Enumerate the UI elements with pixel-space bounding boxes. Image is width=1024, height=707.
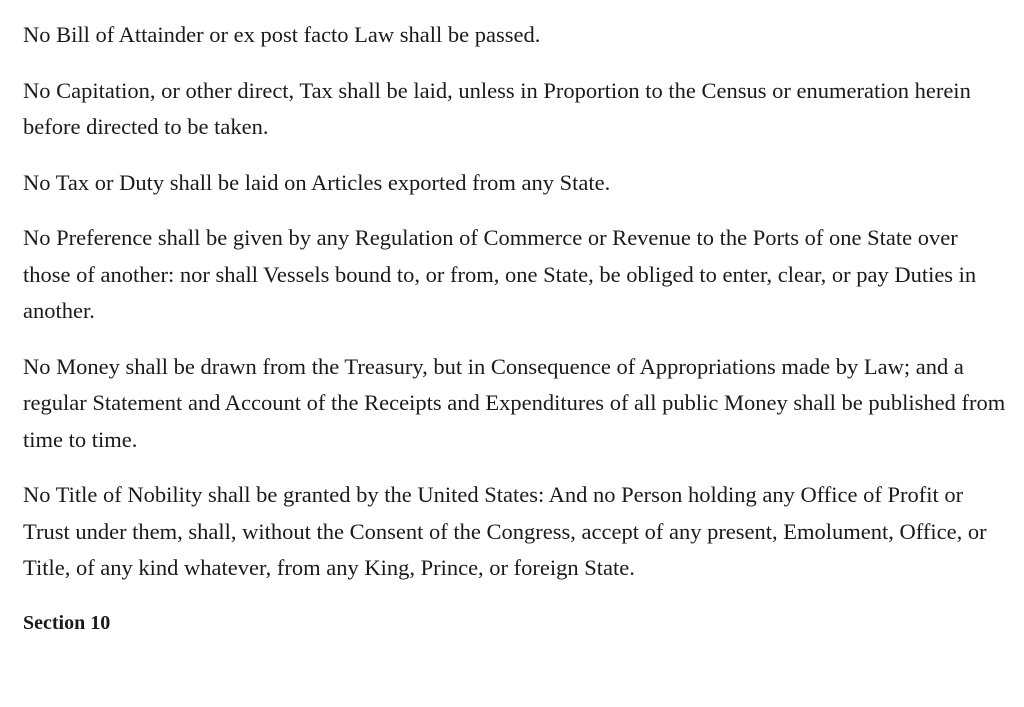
paragraph-export-duty: No Tax or Duty shall be laid on Articles exported from any State. xyxy=(23,169,611,195)
paragraph-capitation-tax: No Capitation, or other direct, Tax shall be laid, unless in Proportion to the Census or enumeration herein before directed to be taken. xyxy=(23,77,971,139)
paragraph-title-of-nobility: No Title of Nobility shall be granted by the United States: And no Person holding any Office of Profit or Trust under them, shall, without the Consent of the Congress, accept of any present, Emolument, Office, or Title, of any kind whatever, from any King, Prince, or foreign State. xyxy=(23,482,987,580)
section-heading: Section 10 xyxy=(23,611,111,634)
paragraph-commerce-preference: No Preference shall be given by any Regulation of Commerce or Revenue to the Ports of one State over those of another: nor shall Vessels bound to, or from, one State, be obliged to enter, clear, or pay Duties in another. xyxy=(23,225,977,323)
paragraph-bill-of-attainder: No Bill of Attainder or ex post facto Law shall be passed. xyxy=(23,22,541,47)
document-body xyxy=(23,17,1008,638)
paragraph-treasury-money: No Money shall be drawn from the Treasury, but in Consequence of Appropriations made by Law; and a regular Statement and Account of the Receipts and Expenditures of all public Money shall be published from time to time. xyxy=(23,353,1006,452)
